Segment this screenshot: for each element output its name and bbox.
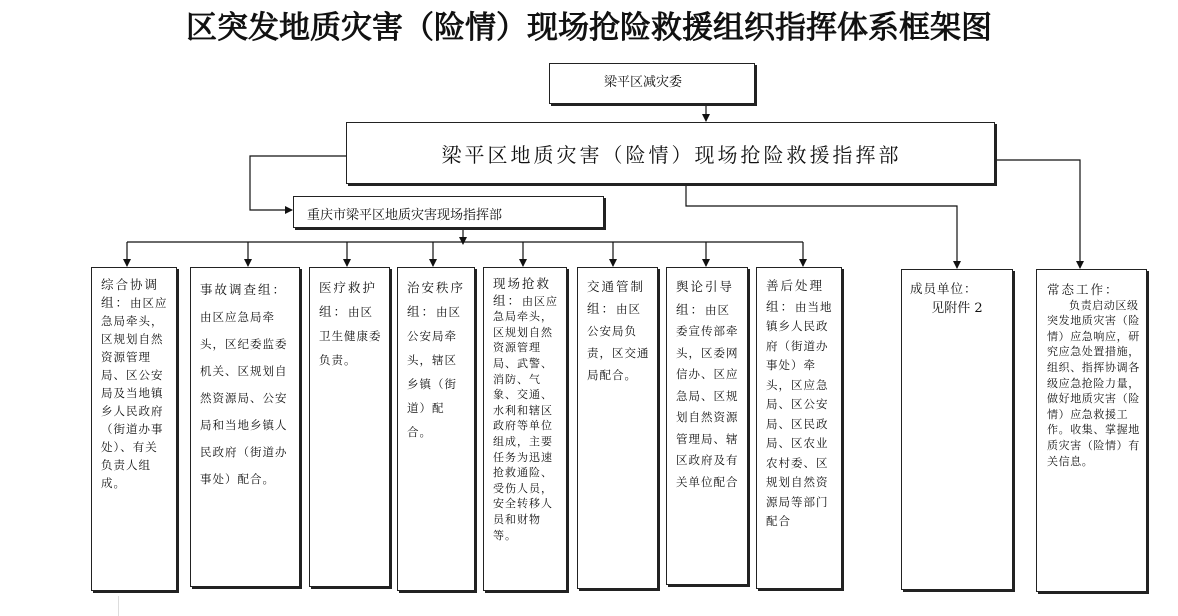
command-hq-label: 梁平区地质灾害（险情）现场抢险救援指挥部 <box>441 143 902 167</box>
group-public-order <box>397 267 475 591</box>
member-units-head: 成员单位： <box>910 281 978 296</box>
group-head: 事故调查组： <box>200 282 288 297</box>
group-onsite-rescue <box>483 267 567 591</box>
group-traffic-control <box>577 267 658 589</box>
group-body: 由当地镇乡人民政府（街道办事处）牵头，区应急局、区公安局、区民政局、区农业农村委、区规划自然资源局等部门配合 <box>766 299 833 528</box>
routine-work-box <box>1036 269 1147 592</box>
field-hq-box <box>293 196 604 228</box>
group-body: 由区应急局牵头，区纪委监委机关、区规划自然资源局、公安局和当地乡镇人民政府（街道办事处）配合。 <box>200 310 288 486</box>
group-medical-rescue <box>309 267 390 587</box>
group-head: 治安秩序组： <box>407 280 466 319</box>
disaster-committee-label: 梁平区减灾委 <box>604 75 683 90</box>
routine-work-body: 负责启动区级突发地质灾害（险情）应急响应，研究应急处置措施，组织、指挥协调各级应急抢险力量，做好地质灾害（险情）应急救援工作。收集、掌握地质灾害（险情）有关信息。 <box>1047 298 1140 468</box>
group-head: 现场抢救组： <box>493 276 552 308</box>
group-body: 由区委宣传部牵头，区委网信办、区应急局、区规划自然资源管理局、辖区政府及有关单位配合 <box>676 302 739 489</box>
group-general-coordination <box>91 267 177 591</box>
group-body: 由区公安局牵头，辖区乡镇（街道）配合。 <box>407 305 462 439</box>
group-body: 由区卫生健康委负责。 <box>319 305 382 367</box>
disaster-committee-box <box>549 63 755 104</box>
group-body: 由区应急局牵头，区规划自然资源管理局、区公安局及当地镇乡人民政府（街道办事处）、有关负责人组成。 <box>101 296 168 490</box>
member-units-box <box>901 269 1013 590</box>
page-edge-line <box>118 596 119 616</box>
group-head: 交通管制组： <box>587 279 646 316</box>
group-head: 医疗救护组： <box>319 280 378 319</box>
group-head: 综合协调组： <box>101 277 160 310</box>
group-head: 善后处理组： <box>766 278 825 314</box>
member-units-body: 见附件 2 <box>931 301 983 316</box>
routine-work-head: 常态工作： <box>1047 282 1120 297</box>
arrow-command-to-members <box>686 184 957 268</box>
group-body: 由区公安局负责，区交通局配合。 <box>587 302 650 382</box>
group-accident-investigation <box>190 267 300 587</box>
command-hq-box <box>346 122 995 184</box>
group-head: 舆论引导组： <box>676 279 735 317</box>
arrow-command-to-routine <box>995 160 1080 268</box>
page-title: 区突发地质灾害（险情）现场抢险救援组织指挥体系框架图 <box>186 10 992 46</box>
field-hq-label: 重庆市梁平区地质灾害现场指挥部 <box>307 208 503 223</box>
group-aftermath <box>756 267 842 589</box>
group-public-opinion <box>666 267 748 585</box>
group-body: 由区应急局牵头，区规划自然资源管理局、武警、消防、气象、交通、水利和辖区政府等单位组成，主要任务为迅速抢救通险、受伤人员，安全转移人员和财物等。 <box>493 294 559 542</box>
